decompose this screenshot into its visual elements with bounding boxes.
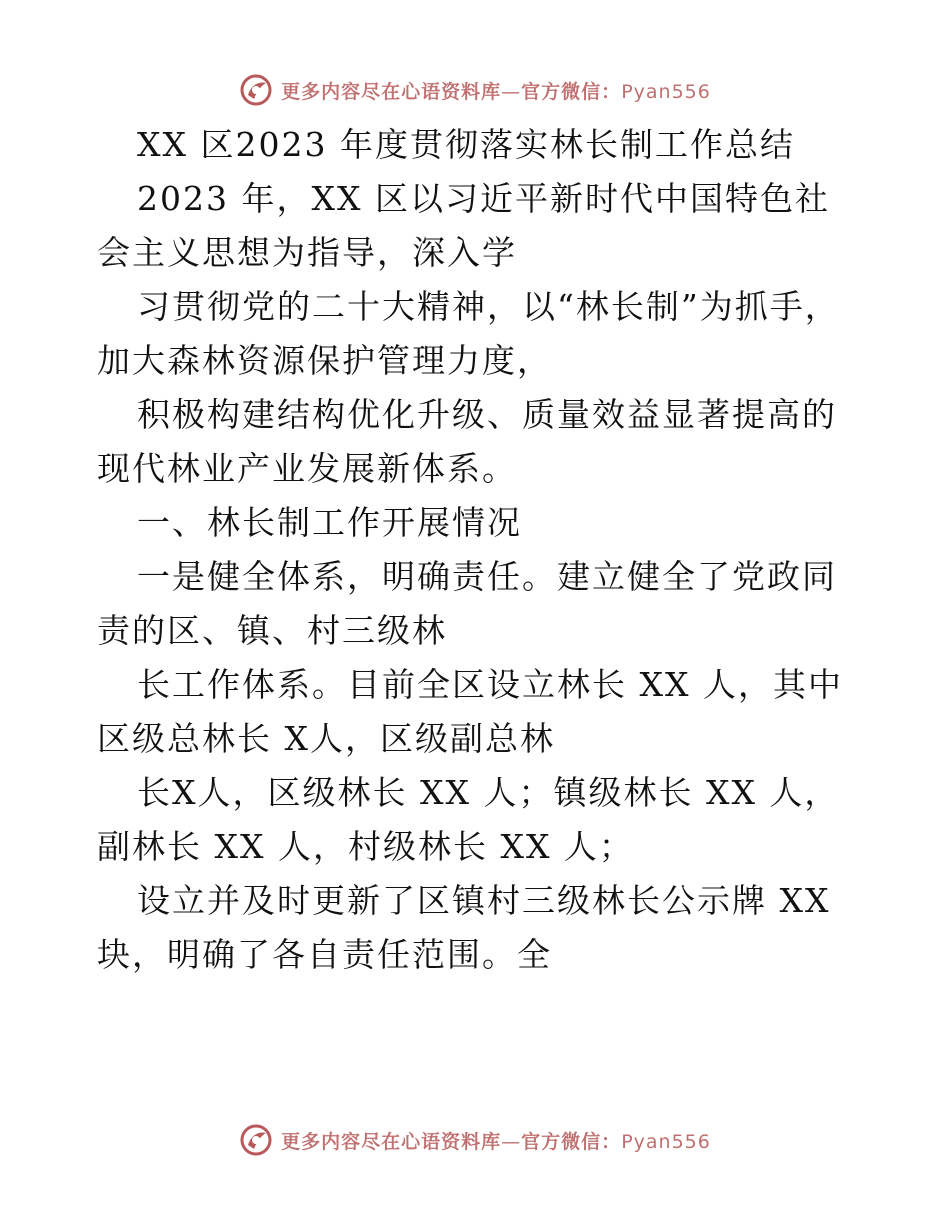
watermark-tail: 官方微信： <box>521 1130 622 1153</box>
watermark-main: 更多内容尽在心语资料库 <box>281 80 502 103</box>
paragraph-5: 一是健全体系，明确责任。建立健全了党政同责的区、镇、村三级林 <box>97 557 837 650</box>
paragraph-6: 长工作体系。目前全区设立林长 XX 人，其中区级总林长 X人，区级副总林 <box>97 665 843 758</box>
paragraph-1: 2023 年，XX 区以习近平新时代中国特色社会主义思想为指导，深入学 <box>97 179 830 272</box>
paragraph-7: 长X人，区级林长 XX 人；镇级林长 XX 人，副林长 XX 人，村级林长 XX 人； <box>97 773 840 866</box>
watermark-main: 更多内容尽在心语资料库 <box>281 1130 502 1153</box>
document-title: XX 区2023 年度贯彻落实林长制工作总结 <box>137 125 795 164</box>
document-body <box>97 118 857 982</box>
watermark-dash: — <box>501 1130 522 1153</box>
paragraph-3: 积极构建结构优化升级、质量效益显著提高的现代林业产业发展新体系。 <box>97 395 837 488</box>
watermark-id: Pyan556 <box>621 80 711 103</box>
brand-logo-icon <box>239 1123 273 1157</box>
watermark-text <box>281 1127 711 1154</box>
watermark-id: Pyan556 <box>621 1130 711 1153</box>
watermark-footer <box>0 1120 950 1160</box>
watermark-tail: 官方微信： <box>521 80 622 103</box>
brand-logo-icon <box>239 73 273 107</box>
paragraph-8: 设立并及时更新了区镇村三级林长公示牌 XX 块，明确了各自责任范围。全 <box>97 881 831 974</box>
watermark-dash: — <box>501 80 522 103</box>
watermark-header <box>0 70 950 110</box>
section-heading: 一、林长制工作开展情况 <box>137 503 522 542</box>
watermark-text <box>281 77 711 104</box>
paragraph-2: 习贯彻党的二十大精神，以“林长制”为抓手，加大森林资源保护管理力度， <box>97 287 840 380</box>
